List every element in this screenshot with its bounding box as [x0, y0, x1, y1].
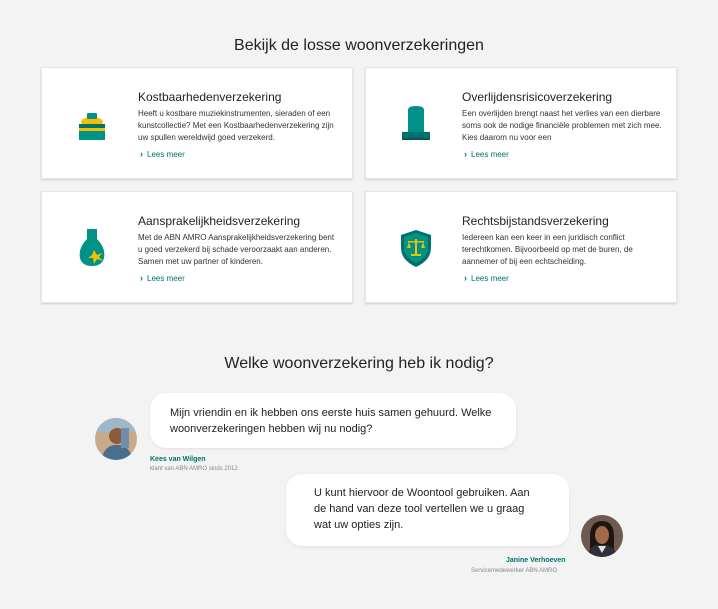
avatar-kees	[95, 418, 137, 460]
lees-meer-label: Lees meer	[147, 149, 185, 159]
card-title: Rechtsbijstandsverzekering	[462, 214, 609, 228]
chat-bubble-question: Mijn vriendin en ik hebben ons eerste huis samen gehuurd. Welke woonverzekeringen hebben wij nu nodig?	[150, 393, 516, 448]
avatar-janine	[581, 515, 623, 557]
card-aansprakelijkheid	[41, 191, 353, 303]
lees-meer-label: Lees meer	[471, 149, 509, 159]
chat-bubble-answer: U kunt hiervoor de Woontool gebruiken. Aan de hand van deze tool vertellen we u graag wat uw opties zijn.	[286, 474, 569, 546]
person-role: klant van ABN AMRO sinds 2012	[150, 466, 238, 472]
jewelry-box-icon	[72, 102, 112, 146]
card-title: Kostbaarhedenverzekering	[138, 90, 282, 104]
card-description: Met de ABN AMRO Aansprakelijkheidsverzekering bent u goed verzekerd bij schade veroorzaakt aan anderen. Samen met uw partner of kinderen.	[138, 233, 335, 266]
card-description: Heeft u kostbare muziekinstrumenten, sieraden of een kunstcollectie? Met een Kostbaarhedenverzekering zijn uw spullen wereldwijd goed verzekerd.	[138, 109, 334, 142]
lees-meer-link[interactable]	[464, 273, 509, 283]
lees-meer-label: Lees meer	[147, 273, 185, 283]
card-title: Overlijdensrisicoverzekering	[462, 90, 613, 104]
scales-shield-icon	[396, 226, 436, 270]
chevron-right-icon: ›	[140, 273, 143, 283]
chevron-right-icon: ›	[464, 149, 467, 159]
lees-meer-link[interactable]	[464, 149, 509, 159]
card-overlijdensrisico	[365, 67, 677, 179]
chevron-right-icon: ›	[464, 273, 467, 283]
broken-vase-icon	[72, 226, 112, 270]
card-title: Aansprakelijkheidsverzekering	[138, 214, 301, 228]
card-description: Iedereen kan een keer in een juridisch conflict terechtkomen. Bijvoorbeeld op met de buren, de aannemer of bij een echtscheiding.	[462, 233, 633, 266]
card-description: Een overlijden brengt naast het verlies van een dierbare soms ook de nodige financiële problemen met zich mee. Kies daarom nu voor een	[462, 109, 662, 142]
person-name: Janine Verhoeven	[506, 557, 566, 564]
lees-meer-label: Lees meer	[471, 273, 509, 283]
person-role: Servicemedewerker ABN AMRO	[471, 568, 558, 574]
person-name: Kees van Wilgen	[150, 456, 206, 463]
lees-meer-link[interactable]	[140, 149, 185, 159]
card-rechtsbijstand	[365, 191, 677, 303]
lees-meer-link[interactable]	[140, 273, 185, 283]
chevron-right-icon: ›	[140, 149, 143, 159]
card-kostbaarheden	[41, 67, 353, 179]
section-title-losse-verzekeringen: Bekijk de losse woonverzekeringen	[234, 37, 484, 54]
section-title-woonverzekering-nodig: Welke woonverzekering heb ik nodig?	[224, 355, 494, 372]
gravestone-icon	[396, 102, 436, 146]
